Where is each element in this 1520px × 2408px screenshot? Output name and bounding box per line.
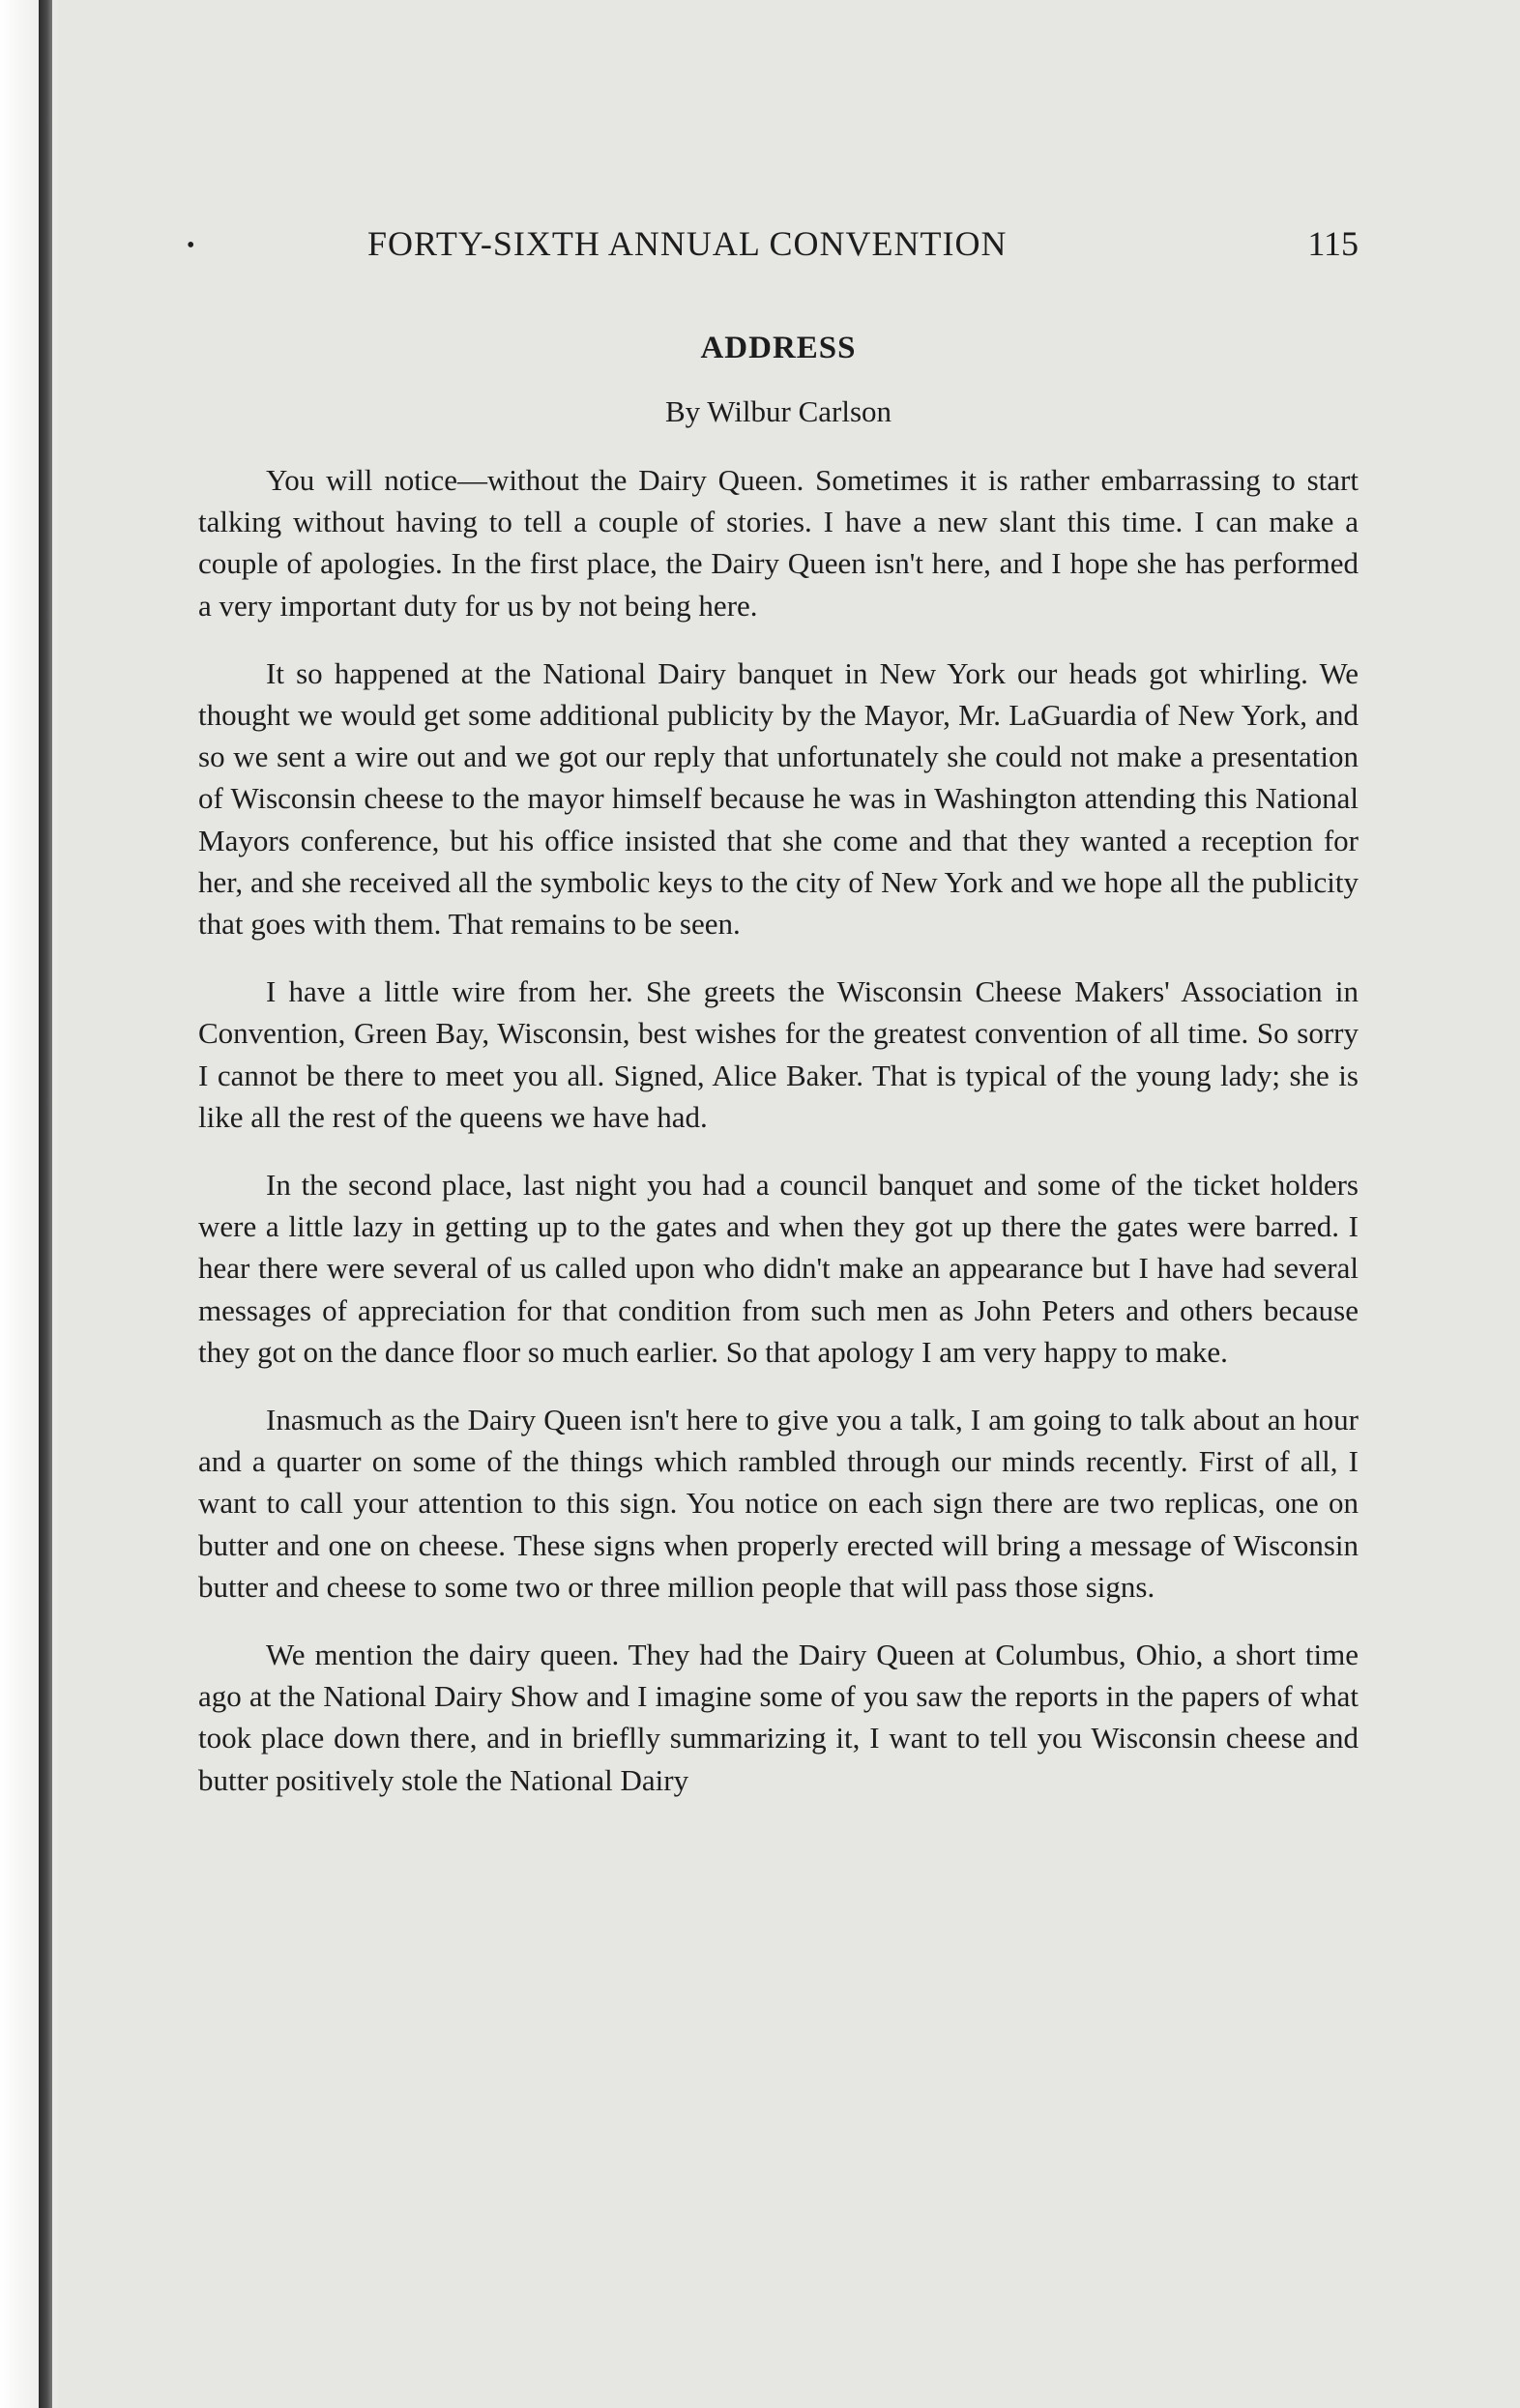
article-title: ADDRESS: [700, 331, 857, 365]
running-header: [187, 218, 1359, 276]
header-bullet: •: [187, 233, 195, 258]
article-byline: By Wilbur Carlson: [664, 394, 892, 428]
paragraph-4: In the second place, last night you had a council banquet and some of the ticket holders were a little lazy in getting up to the gates and when they got up there the gates were barred. I hear there were several of us called upon who didn't make an appearance but I have had several messages of appreciation for that condition from such men as John Peters and others because they got on the dance floor so much earlier. So that apology I am very happy to make.: [198, 1168, 1359, 1369]
paragraph-5: Inasmuch as the Dairy Queen isn't here to give you a talk, I am going to talk about an hour and a quarter on some of the things which rambled through our minds recently. First of all, I want to call your attention to this sign. You notice on each sign there are two replicas, one on butter and one on cheese. These signs when properly erected will bring a message of Wisconsin butter and cheese to some two or three million people that will pass those signs.: [198, 1403, 1359, 1604]
paragraph-3: I have a little wire from her. She greets the Wisconsin Cheese Makers' Association in Convention, Green Bay, Wisconsin, best wishes for the greatest convention of all time. So sorry I cannot be there to meet you all. Signed, Alice Baker. That is typical of the young lady; she is like all the rest of the queens we have had.: [198, 974, 1359, 1134]
book-binding-edge: [39, 0, 52, 2408]
running-header-title: FORTY-SIXTH ANNUAL CONVENTION: [367, 224, 1008, 263]
article-body: [198, 459, 1359, 1827]
paragraph-6: We mention the dairy queen. They had the Dairy Queen at Columbus, Ohio, a short time ago at the National Dairy Show and I imagine some of you saw the reports in the papers of what took place down there, and in brieflly summarizing it, I want to tell you Wisconsin cheese and butter positively stole the National Dairy: [198, 1638, 1359, 1797]
book-page: [187, 218, 1359, 2344]
page-number: 115: [1307, 224, 1359, 263]
paragraph-1: You will notice—without the Dairy Queen. Sometimes it is rather embarrassing to start talking without having to tell a couple of stories. I have a new slant this time. I can make a couple of apologies. In the first place, the Dairy Queen isn't here, and I hope she has performed a very important duty for us by not being here.: [198, 463, 1359, 623]
paragraph-2: It so happened at the National Dairy banquet in New York our heads got whirling. We thought we would get some additional publicity by the Mayor, Mr. LaGuardia of New York, and so we sent a wire out and we got our reply that unfortunately she could not make a presentation of Wisconsin cheese to the mayor himself because he was in Washington attending this National Mayors conference, but his office insisted that she come and that they wanted a reception for her, and she received all the symbolic keys to the city of New York and we hope all the publicity that goes with them. That remains to be seen.: [198, 655, 1359, 942]
